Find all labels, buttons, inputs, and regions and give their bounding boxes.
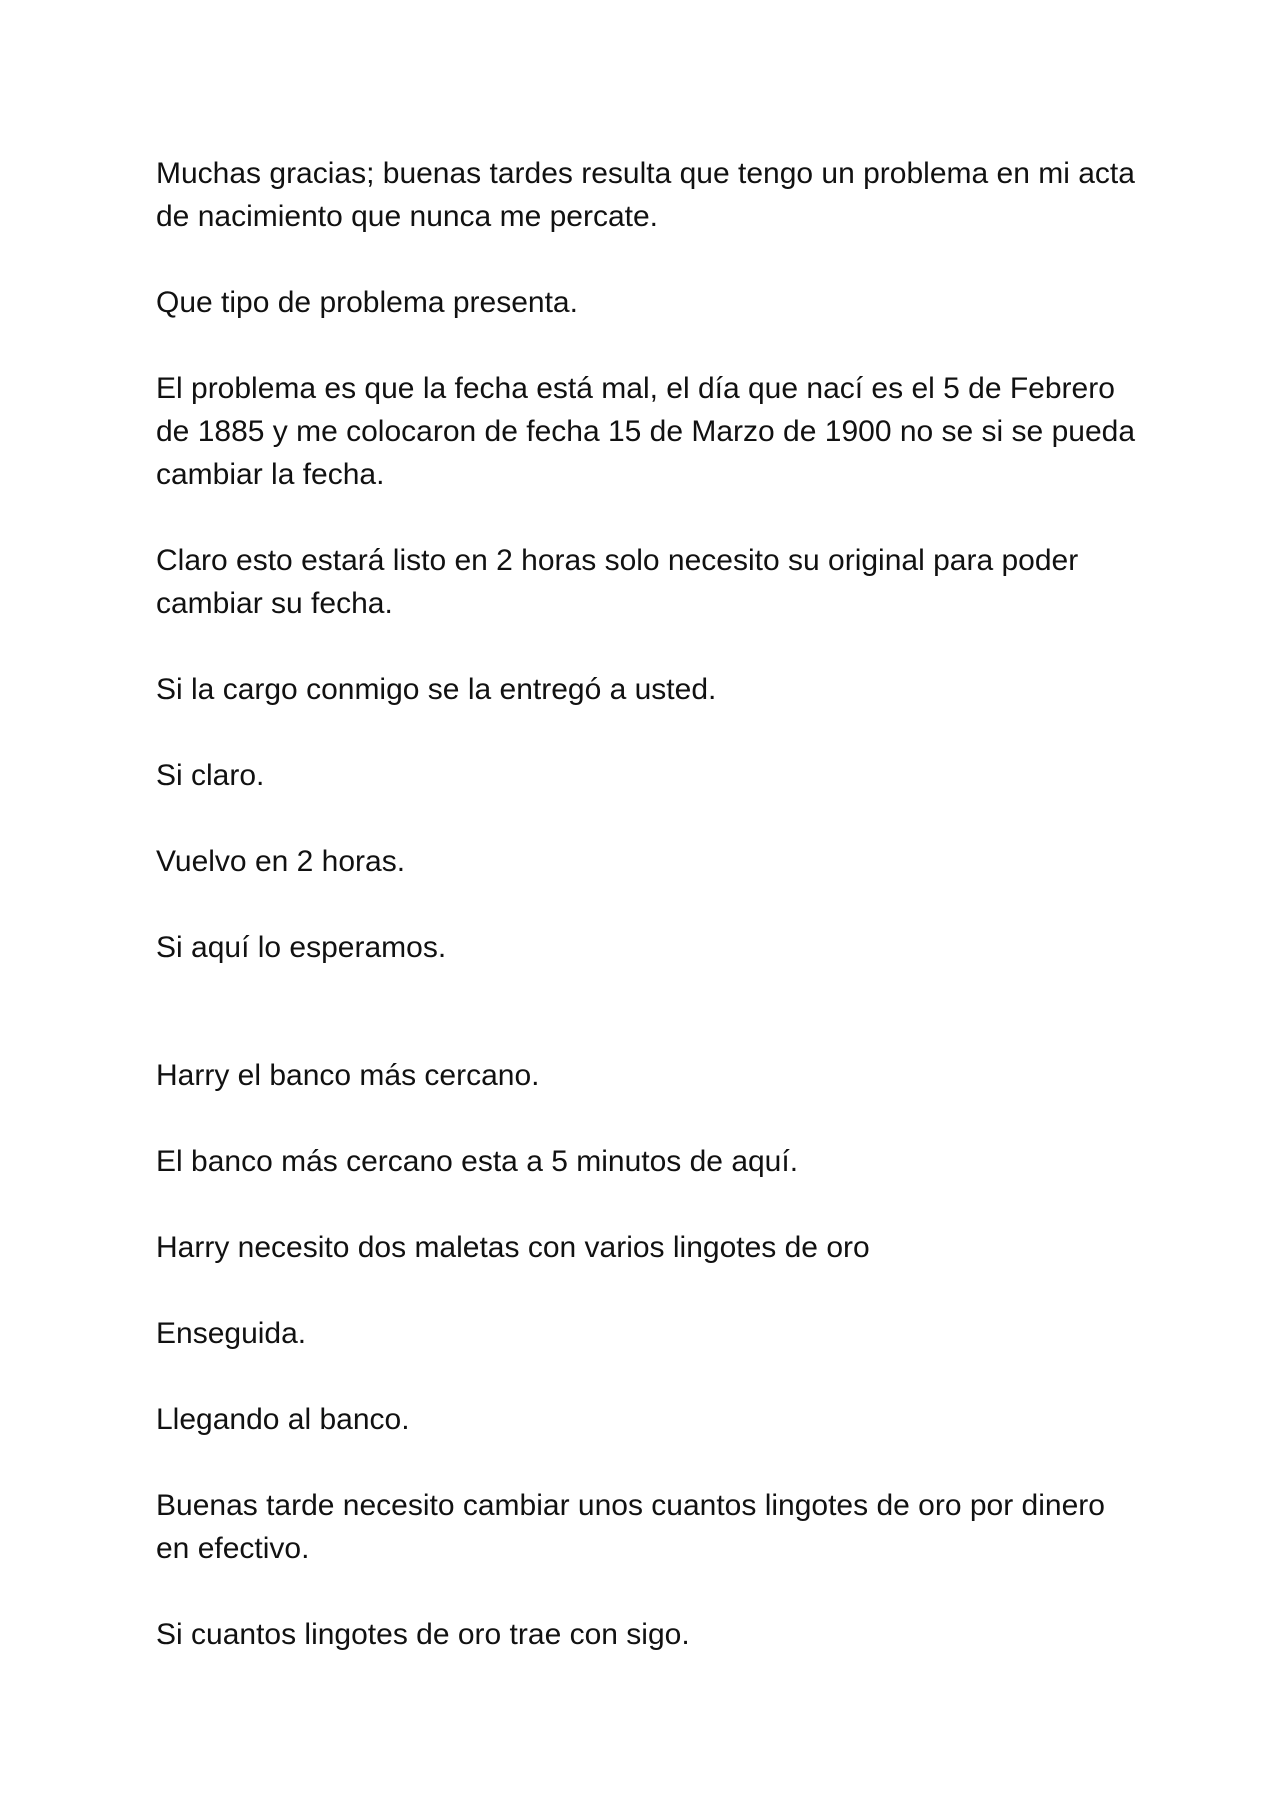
paragraph: Vuelvo en 2 horas. [156, 845, 406, 878]
paragraph: Enseguida. [156, 1317, 307, 1350]
paragraph: Si la cargo conmigo se la entregó a usted. [156, 673, 717, 706]
paragraph: Buenas tarde necesito cambiar unos cuantos lingotes de oro por dinero en efectivo. [156, 1489, 1105, 1565]
paragraph: El problema es que la fecha está mal, el día que nací es el 5 de Febrero de 1885 y me colocaron de fecha 15 de Marzo de 1900 no se si se pueda cambiar la fecha. [156, 372, 1135, 491]
paragraph: Claro esto estará listo en 2 horas solo necesito su original para poder cambiar su fecha. [156, 544, 1079, 620]
paragraph: Si claro. [156, 759, 265, 792]
document-body [156, 152, 1136, 1699]
paragraph: Harry necesito dos maletas con varios lingotes de oro [156, 1231, 870, 1264]
paragraph: Llegando al banco. [156, 1403, 410, 1436]
paragraph: El banco más cercano esta a 5 minutos de aquí. [156, 1145, 799, 1178]
paragraph: Muchas gracias; buenas tardes resulta que tengo un problema en mi acta de nacimiento que nunca me percate. [156, 157, 1135, 233]
paragraph: Si cuantos lingotes de oro trae con sigo. [156, 1618, 690, 1651]
paragraph: Harry el banco más cercano. [156, 1059, 540, 1092]
paragraph: Que tipo de problema presenta. [156, 286, 578, 319]
paragraph: Si aquí lo esperamos. [156, 931, 447, 964]
